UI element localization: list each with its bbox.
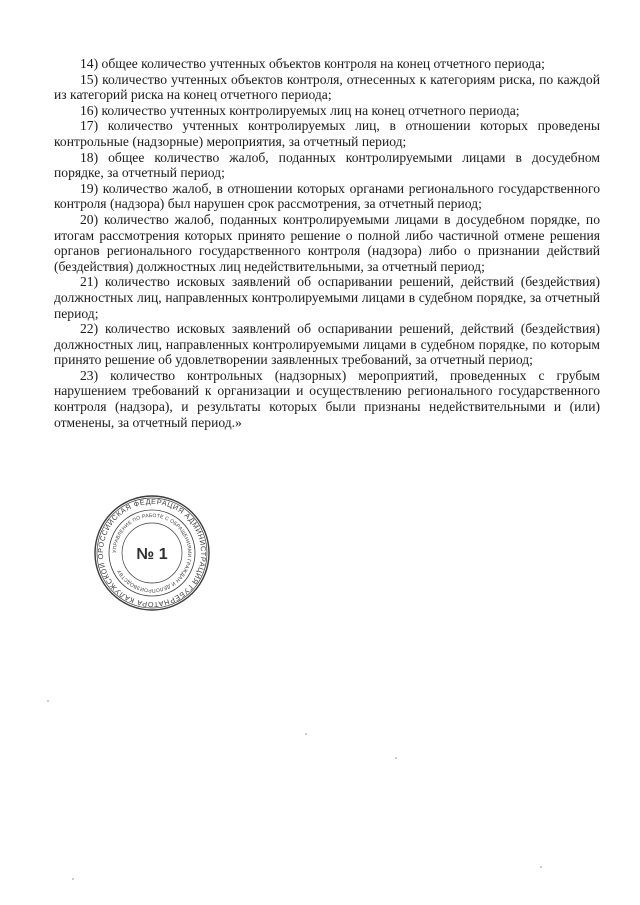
list-item: 23) количество контрольных (надзорных) мероприятий, проведенных с грубым нарушением требований к организации и осуществлению регионального государственного контроля (надзора), и результаты которых были признаны недействительными и (или) отменены, за отчетный период.» [54,367,600,430]
list-item: 17) количество учтенных контролируемых лиц, в отношении которых проведены контрольные (надзорные) мероприятия, за отчетный период; [54,118,600,149]
scan-speck [540,866,542,868]
scan-speck [47,700,49,702]
list-item: 19) количество жалоб, в отношении которых органами регионального государственного контроля (надзора) был нарушен срок рассмотрения, за отчетный период; [54,180,600,212]
seal-icon [92,493,212,613]
list-item: 14) общее количество учтенных объектов контроля на конец отчетного периода; [80,56,545,71]
seal-number: № 1 [136,546,168,563]
scan-speck [72,878,74,880]
seal-outer-text: РОССИЙСКАЯ ФЕДЕРАЦИЯ АДМИНИСТРАЦИЯ ГУБЕРНАТОРА КАЛУЖСКОЙ О [95,496,209,610]
list-item: 18) общее количество жалоб, поданных контролируемыми лицами в досудебном порядке, за отчетный период; [54,149,600,181]
list-item: 16) количество учтенных контролируемых лиц на конец отчетного периода; [80,102,520,118]
document-body [54,56,600,430]
scan-speck [305,733,307,735]
seal-inner-text: УПРАВЛЕНИЕ ПО РАБОТЕ С ОБРАЩЕНИЯМИ ГРАЖДАН И ДЕЛОПРОИЗВОДСТВУ [111,512,193,594]
list-item: 21) количество исковых заявлений об оспаривании решений, действий (бездействия) должностных лиц, направленных контролируемыми лицами в судебном порядке, за отчетный период; [54,274,600,321]
list-item: 15) количество учтенных объектов контроля, отнесенных к категориям риска, по каждой из категорий риска на конец отчетного периода; [54,71,600,103]
official-seal [92,493,212,613]
list-item: 22) количество исковых заявлений об оспаривании решений, действий (бездействия) должностных лиц, направленных контролируемыми лицами в судебном порядке, по которым принято решение об удовлетворении заявленных требований, за отчетный период; [54,321,600,368]
list-item: 20) количество жалоб, поданных контролируемыми лицами в досудебном порядке, по итогам рассмотрения которых принято решение о полной либо частичной отмене решения органов регионального государственного контроля (надзора) либо о признании действий (бездействия) должностных лиц недействительными, за отчетный период; [54,211,600,274]
scan-speck [395,757,397,759]
